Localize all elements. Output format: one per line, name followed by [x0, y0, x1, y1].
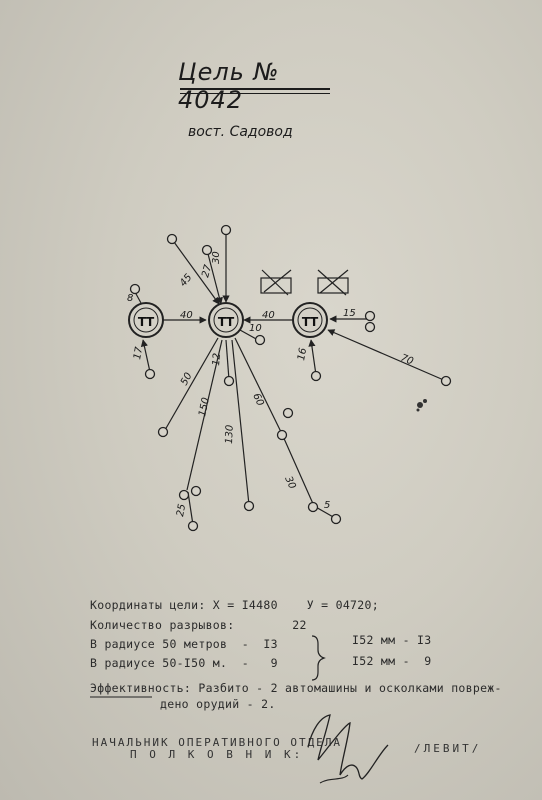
distance-label: 25 — [175, 503, 189, 518]
burst-point — [366, 312, 375, 321]
burst-line — [311, 340, 316, 375]
gun-position-center — [209, 303, 243, 337]
efficiency-line — [90, 681, 502, 695]
distance-label: 40 — [180, 310, 193, 321]
burst-point — [309, 503, 318, 512]
burst-line — [235, 338, 282, 434]
distance-label: 70 — [398, 352, 415, 368]
distance-label: 8 — [127, 293, 134, 304]
burst-line — [282, 434, 314, 506]
target-title: Цель № 4042 — [178, 58, 280, 114]
burst-point — [222, 226, 231, 235]
distance-label: 12 — [211, 352, 224, 367]
distance-label: 130 — [224, 424, 236, 445]
burst-point — [284, 409, 293, 418]
burst-point — [245, 502, 254, 511]
distance-label: 15 — [343, 308, 356, 319]
radius-50-line: В радиусе 50 метров - I3 — [90, 637, 278, 651]
svg-text:ТТ: ТТ — [217, 315, 235, 329]
burst-point — [256, 336, 265, 345]
burst-point — [225, 377, 234, 386]
radius-50-150-line: В радиусе 50-I50 м. - 9 — [90, 656, 278, 670]
burst-point — [278, 431, 287, 440]
gun-position-right — [293, 303, 327, 337]
burst-point — [146, 370, 155, 379]
svg-text:ТТ: ТТ — [301, 315, 319, 329]
burst-line — [143, 340, 150, 372]
burst-point — [168, 235, 177, 244]
distance-label: 16 — [296, 347, 310, 362]
burst-point — [192, 487, 201, 496]
distance-label: 45 — [177, 272, 195, 289]
burst-line — [226, 340, 229, 380]
burst-point — [159, 428, 168, 437]
distance-label: 50 — [178, 371, 195, 388]
signature-name: /ЛЕВИТ/ — [414, 742, 482, 755]
svg-text:ТТ: ТТ — [137, 315, 155, 329]
distance-label: 40 — [262, 310, 275, 321]
distance-label: 150 — [197, 396, 212, 418]
caliber-line-2: I52 мм - 9 — [352, 654, 432, 668]
burst-point — [189, 522, 198, 531]
efficiency-text: Разбито - 2 автомашины и осколками повреж- — [191, 681, 502, 695]
destroyed-vehicle — [261, 270, 348, 295]
coordinates-line: Координаты цели: Х = I4480 У = 04720; — [90, 598, 379, 612]
gun-position-left — [129, 303, 163, 337]
bursts-count-line: Количество разрывов: 22 — [90, 618, 307, 632]
burst-point — [312, 372, 321, 381]
brace — [312, 636, 324, 680]
burst-point — [442, 377, 451, 386]
signature-role-1: НАЧАЛЬНИК ОПЕРАТИВНОГО ОТДЕЛА — [92, 736, 343, 749]
burst-line — [328, 330, 446, 381]
distance-label: 17 — [132, 346, 146, 361]
burst-point — [366, 323, 375, 332]
distance-label: 30 — [282, 474, 298, 491]
efficiency-continuation: дено орудий - 2. — [160, 697, 276, 711]
efficiency-label: Эффективность: — [90, 681, 192, 695]
distance-label: 5 — [324, 500, 331, 511]
distance-label: 30 — [211, 251, 222, 264]
distance-label: 10 — [249, 323, 262, 334]
burst-line — [165, 338, 218, 430]
burst-point — [180, 491, 189, 500]
signature-role-2: П О Л К О В Н И К: — [130, 748, 304, 761]
target-subtitle: вост. Садовод — [188, 124, 293, 140]
distance-label: 27 — [200, 263, 215, 279]
handwritten-signature — [290, 705, 400, 790]
burst-line — [232, 340, 249, 505]
caliber-line-1: I52 мм - I3 — [352, 633, 432, 647]
distance-label: 60 — [250, 391, 266, 408]
ink-blot — [417, 399, 428, 412]
burst-point — [332, 515, 341, 524]
